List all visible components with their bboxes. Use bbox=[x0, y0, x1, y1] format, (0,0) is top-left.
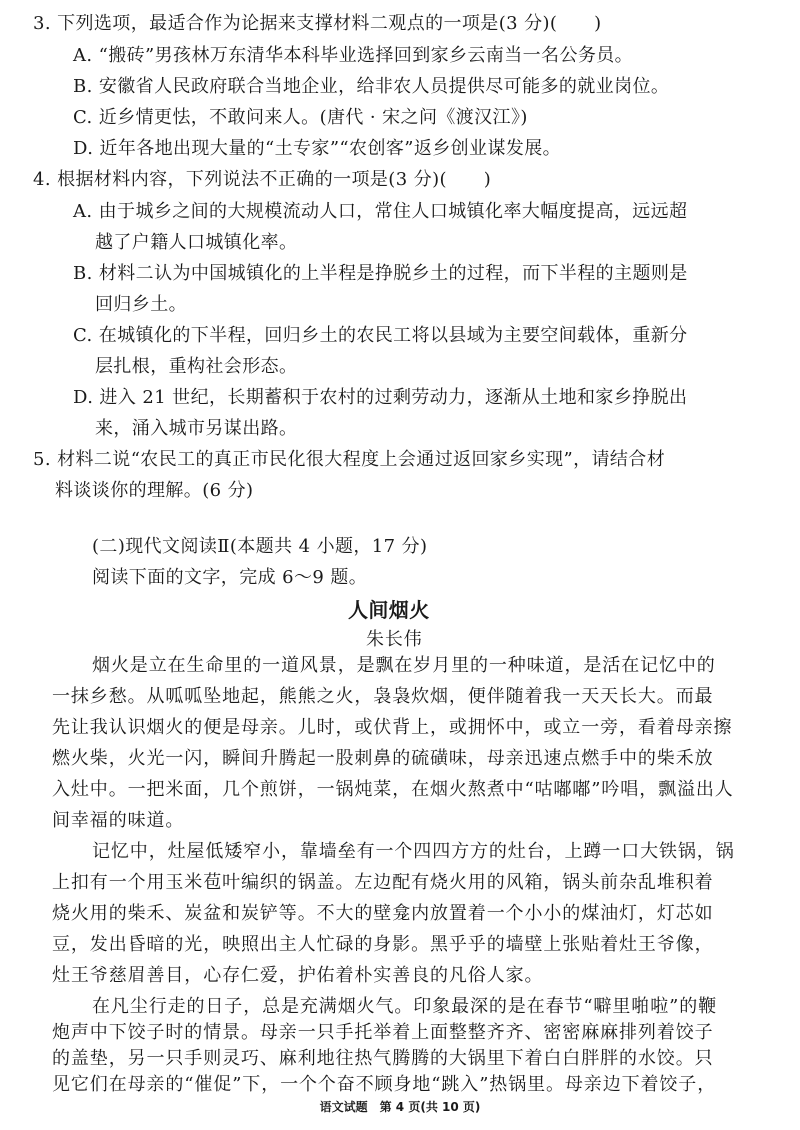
p2-line-2: 上扣有一个用玉米苞叶编织的锅盖。左边配有烧火用的风箱，锅头前杂乱堆积着 bbox=[52, 872, 714, 893]
p3-line-2: 炮声中下饺子时的情景。母亲一只手托举着上面整整齐齐、密密麻麻排列着饺子 bbox=[52, 1022, 714, 1043]
q3-stem: 3. 下列选项，最适合作为论据来支撑材料二观点的一项是(3 分)( ) bbox=[33, 13, 602, 34]
q4-option-a-cont: 越了户籍人口城镇化率。 bbox=[95, 232, 298, 253]
p1-line-1: 烟火是立在生命里的一道风景，是飘在岁月里的一种味道，是活在记忆中的 bbox=[92, 655, 716, 676]
p2-line-5: 灶王爷慈眉善目，心存仁爱，护佑着朴实善良的凡俗人家。 bbox=[52, 965, 544, 986]
q3-option-d: D. 近年各地出现大量的“土专家”“农创客”返乡创业谋发展。 bbox=[73, 138, 562, 159]
p2-line-4: 豆，发出昏暗的光，映照出主人忙碌的身影。黑乎乎的墙壁上张贴着灶王爷像， bbox=[52, 934, 714, 955]
q3-option-c: C. 近乡情更怯，不敢问来人。(唐代 · 宋之问《渡汉江》) bbox=[73, 107, 528, 128]
section-instruction: 阅读下面的文字，完成 6～9 题。 bbox=[92, 567, 368, 588]
p2-line-1: 记忆中，灶屋低矮窄小，靠墙垒有一个四四方方的灶台，上蹲一口大铁锅，锅 bbox=[92, 841, 735, 862]
q4-option-b: B. 材料二认为中国城镇化的上半程是挣脱乡土的过程，而下半程的主题则是 bbox=[73, 263, 688, 284]
q5-stem-cont: 料谈谈你的理解。(6 分) bbox=[55, 480, 254, 501]
q4-option-d-cont: 来，涌入城市另谋出路。 bbox=[95, 418, 298, 439]
p1-line-3: 先让我认识烟火的便是母亲。儿时，或伏背上，或拥怀中，或立一旁，看着母亲擦 bbox=[52, 717, 733, 738]
p1-line-5: 入灶中。一把米面，几个煎饼，一锅炖菜，在烟火熬煮中“咕嘟嘟”吟唱，飘溢出人 bbox=[52, 779, 734, 800]
p3-line-1: 在凡尘行走的日子，总是充满烟火气。印象最深的是在春节“噼里啪啦”的鞭 bbox=[92, 996, 718, 1017]
article-title: 人间烟火 bbox=[348, 598, 430, 622]
page-footer: 语文试题 第 4 页(共 10 页) bbox=[319, 1100, 481, 1114]
p2-line-3: 烧火用的柴禾、炭盆和炭铲等。不大的壁龛内放置着一个小小的煤油灯，灯芯如 bbox=[52, 903, 714, 924]
q4-option-c: C. 在城镇化的下半程，回归乡土的农民工将以县域为主要空间载体，重新分 bbox=[73, 325, 688, 346]
q4-option-d: D. 进入 21 世纪，长期蓄积于农村的过剩劳动力，逐渐从土地和家乡挣脱出 bbox=[73, 387, 688, 408]
q3-option-b: B. 安徽省人民政府联合当地企业，给非农人员提供尽可能多的就业岗位。 bbox=[73, 76, 670, 97]
article-author: 朱长伟 bbox=[366, 629, 423, 650]
p1-line-2: 一抹乡愁。从呱呱坠地起，熊熊之火，袅袅炊烟，便伴随着我一天天长大。而最 bbox=[52, 686, 714, 707]
section-heading: (二)现代文阅读Ⅱ(本题共 4 小题，17 分) bbox=[92, 536, 428, 557]
p3-line-4: 见它们在母亲的“催促”下，一个个奋不顾身地“跳入”热锅里。母亲边下着饺子， bbox=[52, 1074, 717, 1095]
q4-option-b-cont: 回归乡土。 bbox=[95, 294, 187, 315]
q3-option-a: A. “搬砖”男孩林万东清华本科毕业选择回到家乡云南当一名公务员。 bbox=[73, 45, 634, 66]
q4-stem: 4. 根据材料内容，下列说法不正确的一项是(3 分)( ) bbox=[33, 169, 492, 190]
p1-line-4: 燃火柴，火光一闪，瞬间升腾起一股刺鼻的硫磺味，母亲迅速点燃手中的柴禾放 bbox=[52, 748, 714, 769]
q5-stem: 5. 材料二说“农民工的真正市民化很大程度上会通过返回家乡实现”，请结合材 bbox=[33, 449, 666, 470]
q4-option-c-cont: 层扎根，重构社会形态。 bbox=[95, 356, 298, 377]
p1-line-6: 间幸福的味道。 bbox=[52, 810, 185, 831]
q4-option-a: A. 由于城乡之间的大规模流动人口，常住人口城镇化率大幅度提高，远远超 bbox=[73, 201, 688, 222]
p3-line-3: 的盖垫，另一只手则灵巧、麻利地往热气腾腾的大锅里下着白白胖胖的水饺。只 bbox=[52, 1048, 714, 1069]
